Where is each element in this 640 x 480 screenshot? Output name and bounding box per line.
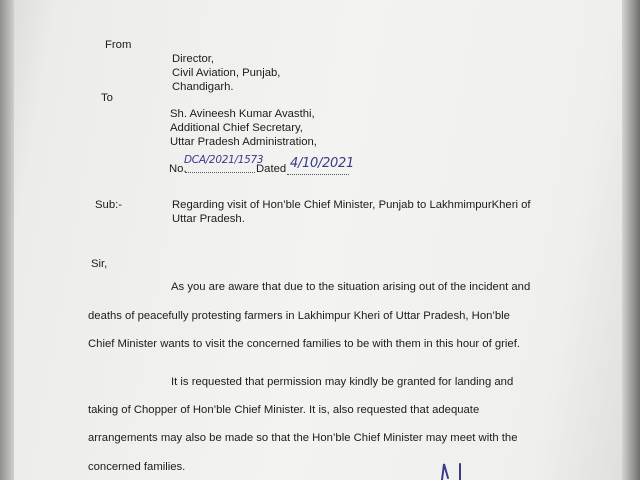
no-label: No. bbox=[169, 163, 187, 175]
date-line bbox=[287, 174, 349, 175]
to-line-1: Sh. Avineesh Kumar Avasthi, bbox=[170, 108, 315, 120]
to-label: To bbox=[101, 92, 113, 104]
to-line-3: Uttar Pradesh Administration, bbox=[170, 136, 317, 148]
subject-line-1: Regarding visit of Hon’ble Chief Minister, Punjab to LakhmimpurKheri of bbox=[172, 199, 531, 211]
body-line-1: As you are aware that due to the situation arising out of the incident and bbox=[171, 281, 531, 293]
from-line-2: Civil Aviation, Punjab, bbox=[172, 67, 281, 79]
body-line-6: arrangements may also be made so that the Hon’ble Chief Minister may meet with the bbox=[88, 432, 518, 444]
subject-line-2: Uttar Pradesh. bbox=[172, 213, 245, 225]
dated-label: Dated bbox=[256, 163, 287, 175]
salutation: Sir, bbox=[91, 258, 108, 270]
from-line-1: Director, bbox=[172, 53, 215, 65]
body-line-4: It is requested that permission may kindly be granted for landing and bbox=[171, 376, 514, 388]
from-line-3: Chandigarh. bbox=[172, 81, 234, 93]
page-edge-right bbox=[622, 0, 640, 480]
reference-number-handwritten: DCA/2021/1573 bbox=[184, 154, 264, 166]
reference-number-line bbox=[185, 172, 255, 173]
body-line-2: deaths of peacefully protesting farmers in Lakhimpur Kheri of Uttar Pradesh, Hon’ble bbox=[88, 310, 510, 322]
body-line-7: concerned families. bbox=[88, 461, 186, 473]
body-line-5: taking of Chopper of Hon’ble Chief Minister. It is, also requested that adequate bbox=[88, 404, 480, 416]
page-edge-left bbox=[0, 0, 14, 480]
signature-mark bbox=[438, 460, 478, 480]
body-line-3: Chief Minister wants to visit the concerned families to be with them in this hour of grief. bbox=[88, 338, 520, 350]
from-label: From bbox=[105, 39, 132, 51]
subject-label: Sub:- bbox=[95, 199, 123, 211]
to-line-2: Additional Chief Secretary, bbox=[170, 122, 303, 134]
date-handwritten: 4/10/2021 bbox=[290, 156, 354, 171]
